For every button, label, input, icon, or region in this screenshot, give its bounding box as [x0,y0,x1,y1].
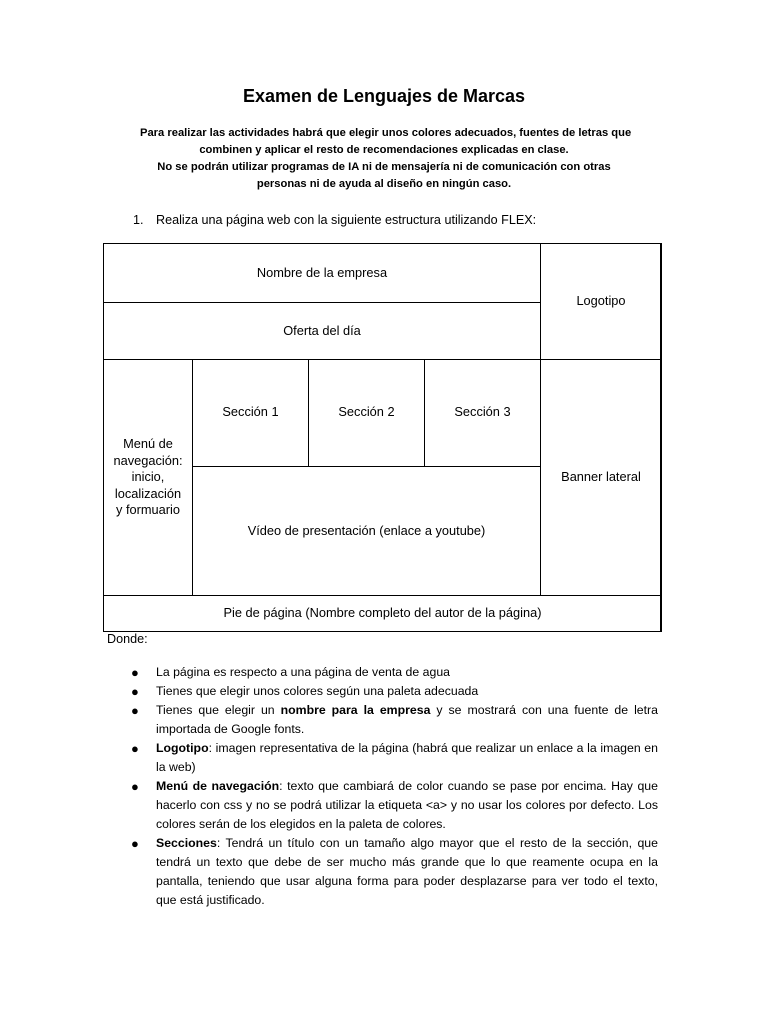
bullet-icon: ● [131,836,139,851]
list-item-text: : Tendrá un título con un tamaño algo mayor que el resto de la sección, que tendrá un texto que debe de ser mucho más grande que lo que reamente ocupa en la pantalla, teniendo que usar alguna forma para poder desplazarse para ver todo el texto, que está justificado. [156,836,658,907]
task-text: Realiza una página web con la siguiente estructura utilizando FLEX: [156,213,537,227]
logo-box [540,243,662,360]
list-item-text: : texto que cambiará de color cuando se pase por encima. Hay que hacerlo con css y no se podrá utilizar la etiqueta <a> y no usar los colores por defecto. Los colores serán de los elegidos en la paleta de colores. [156,779,658,831]
footer-box [103,595,662,632]
nav-menu-line: inicio, [131,469,165,485]
nav-menu-line: y formuario [115,502,180,518]
task-item [133,213,536,227]
company-name-box [103,243,541,303]
bullet-icon: ● [131,703,139,718]
video-label: Vídeo de presentación (enlace a youtube) [247,522,486,538]
list-item-bold: Menú de navegación [156,779,280,793]
list-item [130,777,658,834]
section-1-box [192,359,309,467]
intro-paragraph [140,125,632,193]
footer-label: Pie de página (Nombre completo del autor de la página) [223,605,542,621]
section-3-label: Sección 3 [454,404,511,419]
bullet-icon: ● [131,684,139,699]
section-2-box [308,359,425,467]
list-item-bold: Secciones [156,836,217,850]
intro-line: combinen y aplicar el resto de recomendaciones explicadas en clase. [199,144,569,156]
section-1-label: Sección 1 [222,404,279,419]
intro-line: No se podrán utilizar programas de IA ni de mensajería ni de comunicación con otras [157,161,611,173]
banner-label: Banner lateral [561,469,641,485]
bullet-icon: ● [131,665,139,680]
list-item-bold: nombre para la empresa [280,703,431,717]
video-box [192,466,541,596]
nav-menu-box [103,359,193,596]
nav-menu-line: localización [114,485,182,501]
document-title: Examen de Lenguajes de Marcas [242,86,526,106]
company-name-label: Nombre de la empresa [256,264,388,280]
intro-line: Para realizar las actividades habrá que elegir unos colores adecuados, fuentes de letras que [140,127,632,139]
list-item-text: y se mostrará con una fuente de letra importada de Google fonts. [156,703,658,736]
requirements-list [130,663,658,910]
nav-menu-line: Menú de [123,436,173,452]
list-item [130,834,658,910]
list-item [130,701,658,739]
section-2-label: Sección 2 [338,404,395,419]
list-item [130,663,658,682]
offer-label: Oferta del día [283,322,361,338]
layout-diagram [103,243,661,632]
list-item-text: : imagen representativa de la página (habrá que realizar un enlace a la imagen en la web) [156,741,658,774]
bullet-icon: ● [131,779,139,794]
task-number: 1. [133,213,144,227]
banner-box [540,359,662,596]
logo-label: Logotipo [576,293,626,309]
offer-box [103,302,541,360]
list-item [130,739,658,777]
donde-label: Donde: [107,632,148,646]
intro-line: personas ni de ayuda al diseño en ningún caso. [256,178,512,190]
nav-menu-line: navegación: [113,452,183,468]
bullet-icon: ● [131,741,139,756]
list-item-text: Tienes que elegir unos colores según una paleta adecuada [156,684,479,698]
list-item-text: La página es respecto a una página de venta de agua [156,665,450,679]
list-item [130,682,658,701]
list-item-prefix: Tienes que elegir un [156,703,281,717]
list-item-bold: Logotipo [156,741,209,755]
section-3-box [424,359,541,467]
